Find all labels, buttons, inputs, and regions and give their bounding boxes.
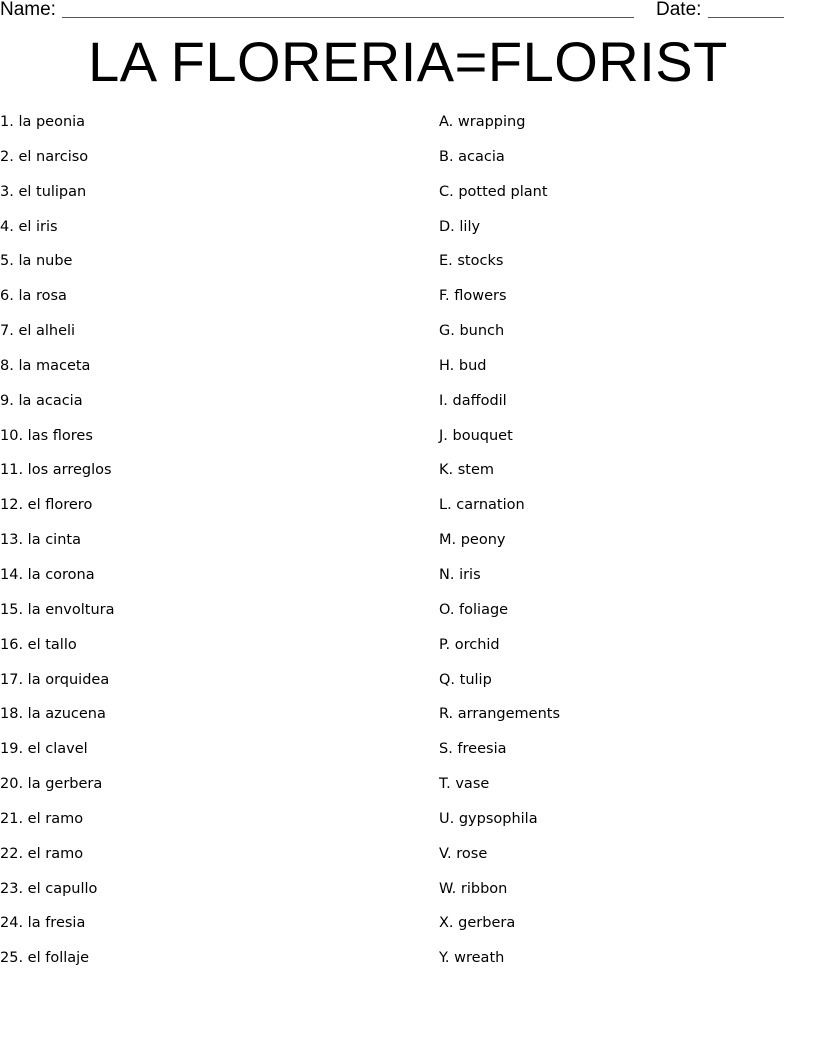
definition-item: F. flowers bbox=[439, 288, 507, 305]
term-item: 15. la envoltura bbox=[0, 601, 115, 618]
definition-item: I. daffodil bbox=[439, 392, 507, 409]
definition-item: E. stocks bbox=[439, 253, 504, 270]
definition-item: K. stem bbox=[439, 462, 495, 479]
worksheet-title: LA FLORERIA=FLORIST bbox=[88, 30, 728, 93]
term-item: 14. la corona bbox=[0, 566, 95, 583]
definition-item: P. orchid bbox=[439, 636, 500, 653]
terms-list bbox=[0, 110, 420, 981]
definition-item: D. lily bbox=[439, 218, 481, 235]
worksheet-header bbox=[0, 0, 816, 24]
definition-item: R. arrangements bbox=[439, 706, 561, 723]
definition-item: N. iris bbox=[439, 566, 481, 583]
term-item: 13. la cinta bbox=[0, 532, 81, 549]
term-item: 7. el alheli bbox=[0, 323, 76, 340]
definition-item: S. freesia bbox=[439, 741, 507, 758]
term-item: 10. las flores bbox=[0, 427, 93, 444]
term-item: 2. el narciso bbox=[0, 148, 89, 165]
term-item: 21. el ramo bbox=[0, 810, 84, 827]
definition-item: H. bud bbox=[439, 357, 487, 374]
definition-item: G. bunch bbox=[439, 323, 505, 340]
definition-item: B. acacia bbox=[439, 148, 505, 165]
term-item: 1. la peonia bbox=[0, 114, 86, 130]
definition-item: O. foliage bbox=[439, 601, 509, 618]
term-item: 8. la maceta bbox=[0, 357, 91, 374]
definition-item: J. bouquet bbox=[439, 427, 513, 444]
definition-item: A. wrapping bbox=[439, 114, 526, 130]
definition-item: U. gypsophila bbox=[439, 810, 538, 827]
definition-item: T. vase bbox=[439, 776, 490, 793]
term-item: 23. el capullo bbox=[0, 880, 98, 897]
term-item: 24. la fresia bbox=[0, 915, 86, 932]
date-label: Date: bbox=[656, 0, 702, 20]
name-label: Name: bbox=[0, 0, 56, 20]
definition-item: W. ribbon bbox=[439, 880, 508, 897]
name-blank-line bbox=[62, 17, 634, 18]
definition-item: X. gerbera bbox=[439, 915, 516, 932]
term-item: 22. el ramo bbox=[0, 845, 84, 862]
term-item: 11. los arreglos bbox=[0, 462, 112, 479]
definition-item: C. potted plant bbox=[439, 183, 548, 200]
term-item: 4. el iris bbox=[0, 218, 58, 235]
definition-item: Y. wreath bbox=[439, 950, 505, 967]
term-item: 18. la azucena bbox=[0, 706, 106, 723]
term-item: 19. el clavel bbox=[0, 741, 88, 758]
term-item: 20. la gerbera bbox=[0, 776, 103, 793]
definition-item: M. peony bbox=[439, 532, 506, 549]
term-item: 3. el tulipan bbox=[0, 183, 87, 200]
term-item: 5. la nube bbox=[0, 253, 73, 270]
term-item: 12. el florero bbox=[0, 497, 93, 514]
term-item: 25. el follaje bbox=[0, 950, 90, 967]
definitions-list bbox=[439, 110, 816, 981]
term-item: 6. la rosa bbox=[0, 288, 67, 305]
definition-item: L. carnation bbox=[439, 497, 525, 514]
definition-item: V. rose bbox=[439, 845, 488, 862]
term-item: 9. la acacia bbox=[0, 392, 83, 409]
date-blank-line bbox=[708, 17, 784, 18]
definition-item: Q. tulip bbox=[439, 671, 492, 688]
term-item: 16. el tallo bbox=[0, 636, 77, 653]
term-item: 17. la orquidea bbox=[0, 671, 110, 688]
